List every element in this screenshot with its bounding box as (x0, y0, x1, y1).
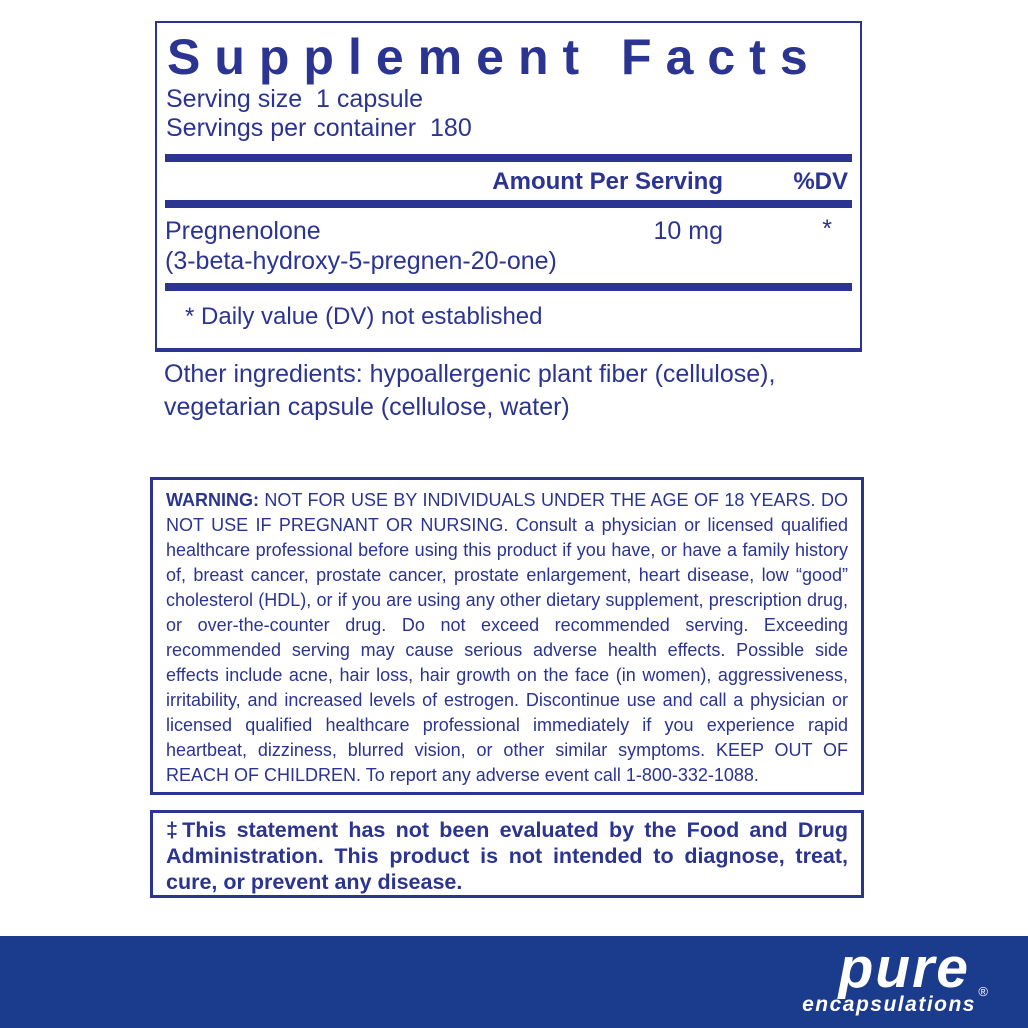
column-header-amount: Amount Per Serving (492, 168, 723, 195)
fda-disclaimer-text: ‡This statement has not been evaluated by the Food and Drug Administration. This product is not intended to diagnose, treat, cure, or prevent any disease. (166, 818, 848, 894)
warning-box (150, 477, 864, 795)
supplement-facts-panel (155, 21, 862, 352)
servings-per-container: Servings per container 180 (166, 114, 472, 142)
warning-text-body: Consult a physician or licensed qualified healthcare professional before using this product if you have, or have a family history of, breast cancer, prostate cancer, prostate enlargement, heart disease, low “good” cholesterol (HDL), or if you are using any other dietary supplement, prescription drug, or over-the-counter drug. Do not exceed recommended serving. Exceeding recommended serving may cause serious adverse health effects. Possible side effects include acne, hair loss, hair growth on the face (in women), aggressiveness, irritability, and increased levels of estrogen. Discontinue use and call a physician or licensed qualified healthcare professional immediately if you experience rapid heartbeat, dizziness, blurred vision, or other similar symptoms. KEEP OUT OF REACH OF CHILDREN. To report any adverse event call 1-800-332-1088. (166, 515, 848, 785)
panel-title: Supplement Facts (167, 29, 822, 85)
divider-bar-middle (165, 200, 852, 208)
brand-logo (802, 936, 988, 1016)
divider-bar-bottom (165, 283, 852, 291)
ingredient-name-detail: (3-beta-hydroxy-5-pregnen-20-one) (165, 247, 557, 275)
brand-tagline-wrap (802, 984, 988, 1016)
fda-disclaimer-box (150, 810, 864, 898)
column-header-dv: %DV (793, 168, 848, 195)
brand-name: pure (838, 936, 970, 1000)
brand-band (0, 936, 1028, 1028)
dv-footnote: * Daily value (DV) not established (185, 303, 543, 330)
warning-label: WARNING: (166, 490, 265, 510)
registered-trademark-icon: ® (978, 984, 988, 999)
ingredient-dv: * (822, 215, 832, 243)
other-ingredients: Other ingredients: hypoallergenic plant fiber (cellulose), vegetarian capsule (cellulose, water) (164, 360, 776, 421)
column-header-row (157, 162, 860, 200)
ingredient-amount: 10 mg (653, 217, 723, 245)
serving-size: Serving size 1 capsule (166, 85, 424, 113)
divider-bar-top (165, 154, 852, 162)
warning-text-caps: NOT FOR USE BY INDIVIDUALS UNDER THE AGE OF 18 YEARS. DO NOT USE IF PREGNANT OR NURSING. (166, 490, 848, 535)
brand-tagline: encapsulations (802, 993, 976, 1016)
ingredient-name: Pregnenolone (165, 217, 321, 245)
ingredient-row (157, 208, 860, 283)
